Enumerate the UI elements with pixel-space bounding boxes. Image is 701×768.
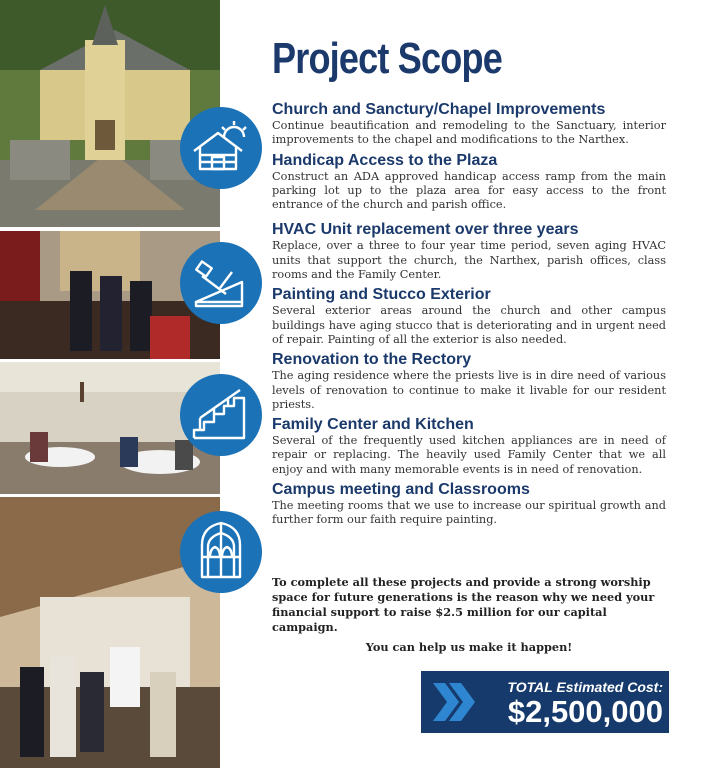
call-to-action: You can help us make it happen! [365,640,573,654]
section-painting-stucco [272,285,666,347]
section-heading: Church and Sanctury/Chapel Improvements [272,101,606,118]
section-heading: Renovation to the Rectory [272,351,472,369]
total-cost-box [421,671,669,733]
house-sunrise-icon [180,107,262,189]
section-body: Construct an ADA approved handicap access ramp from the main parking lot up to the plaza area for easy access to the front entrance of the church and parish office. [272,169,666,212]
section-family-center [272,415,666,477]
section-church-improvements [272,100,666,148]
section-body: The meeting rooms that we use to increase our spiritual growth and further form our faith require painting. [272,499,666,527]
project-list [272,100,666,528]
page-title: Project Scope [272,34,502,83]
section-heading: HVAC Unit replacement over three years [272,221,579,239]
section-heading: Painting and Stucco Exterior [272,286,491,304]
section-rectory [272,350,666,412]
double-chevron-icon [433,683,477,721]
section-body: Several of the frequently used kitchen appliances are in need of repair or replacing. The heavily used Family Center that we all enjoy and with many memorable events is in need of renovation. [272,434,666,476]
section-body: Replace, over a three to four year time period, seven aging HVAC units that support the church, the Narthex, parish offices, class rooms and the Family Center. [272,239,666,282]
total-cost-value: $2,500,000 [507,694,663,729]
section-heading: Family Center and Kitchen [272,416,474,434]
stairs-icon [180,374,262,456]
section-heading: Handicap Access to the Plaza [272,151,498,169]
section-handicap-access [272,151,666,213]
section-body: Continue beautification and remodeling to the Sanctuary, interior improvements to the chapel and modifications to the Narthex. [272,119,666,147]
section-body: The aging residence where the priests live is in dire need of various levels of renovation to continue to make it livable for our resident priests. [272,369,666,411]
section-hvac [272,220,666,282]
section-heading: Campus meeting and Classrooms [272,481,530,499]
total-cost-label: TOTAL Estimated Cost: [507,679,663,695]
ramp-icon [180,242,262,324]
arched-window-icon [180,511,262,593]
section-classrooms [272,480,666,528]
section-body: Several exterior areas around the church and other campus buildings have aging stucco that is deteriorating and in urgent need of repair. Painting of all the exterior is also needed. [272,304,666,346]
closing-statement: To complete all these projects and provide a strong worship space for future generations is the reason why we need your financial support to raise $2.5 million for our capital campaign. [272,575,655,634]
